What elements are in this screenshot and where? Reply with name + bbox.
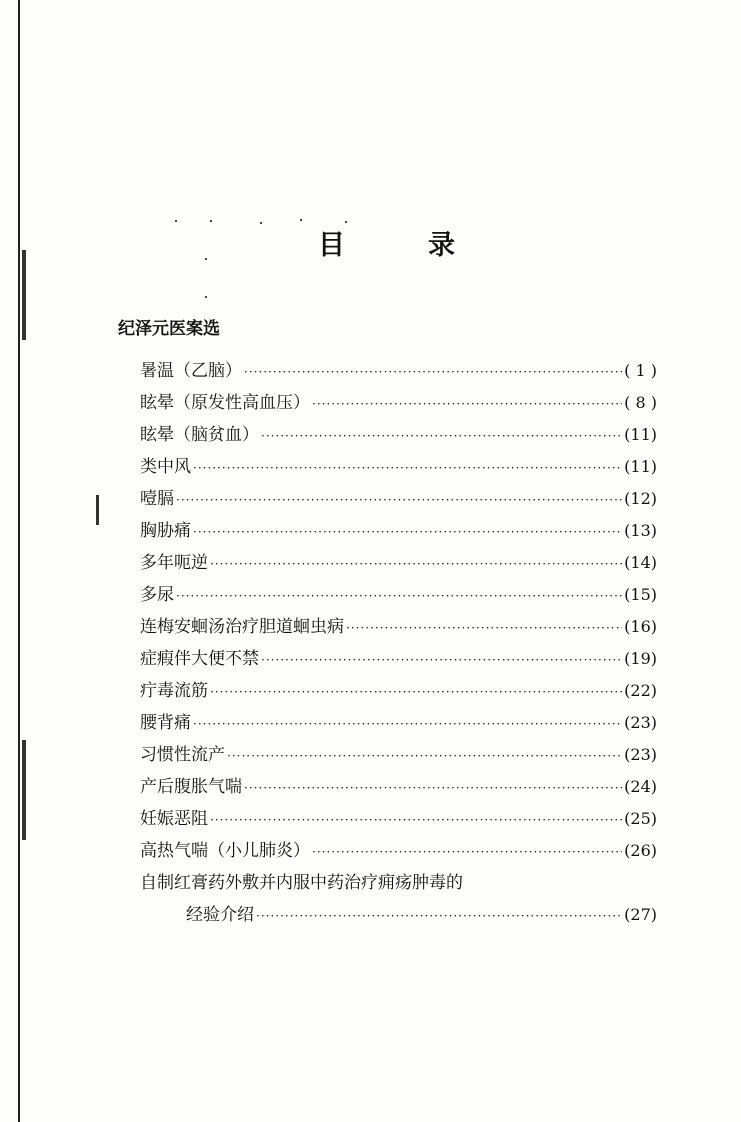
leader-dots: [261, 644, 622, 676]
toc-entry-page: (19): [624, 649, 657, 668]
title-char-left: 目: [318, 230, 345, 261]
toc-entry[interactable]: [140, 579, 657, 611]
toc-entry-title: 腰背痛: [140, 713, 191, 733]
toc-entry-page: (11): [624, 457, 657, 476]
toc-entry-page: (12): [624, 489, 657, 508]
toc-entry-page: ( 1 ): [624, 361, 657, 380]
toc-entry-title: 多年呃逆: [140, 553, 208, 573]
binding-mark: [22, 740, 26, 840]
scan-speck: [300, 219, 302, 221]
toc-entry-page: (15): [624, 585, 657, 604]
toc-entry-title: 暑温（乙脑）: [140, 361, 242, 381]
toc-entry[interactable]: [140, 707, 657, 739]
toc-entry[interactable]: [140, 771, 657, 803]
toc-entry-title: 产后腹胀气喘: [140, 777, 242, 797]
toc-entry[interactable]: [140, 803, 657, 835]
leader-dots: [176, 484, 622, 516]
leader-dots: [346, 612, 622, 644]
toc-entry-title: 连梅安蛔汤治疗胆道蛔虫病: [140, 617, 344, 637]
page-binding-edge: [18, 0, 20, 1122]
toc-entry-title: 症瘕伴大便不禁: [140, 649, 259, 669]
leader-dots: [210, 548, 622, 580]
leader-dots: [210, 676, 622, 708]
binding-mark: [22, 250, 26, 340]
leader-dots: [193, 708, 622, 740]
toc-entry-title: 高热气喘（小儿肺炎）: [140, 841, 310, 861]
scan-speck: [205, 296, 207, 298]
toc-entry[interactable]: [140, 483, 657, 515]
scan-speck: [260, 222, 262, 224]
leader-dots: [193, 516, 622, 548]
toc-entry[interactable]: [140, 739, 657, 771]
toc-entry-page: (11): [624, 425, 657, 444]
toc-entry-page: (16): [624, 617, 657, 636]
toc-entry-page: ( 8 ): [624, 393, 657, 412]
toc-entry[interactable]: [140, 643, 657, 675]
toc-entry[interactable]: [140, 355, 657, 387]
toc-entry[interactable]: [140, 547, 657, 579]
scan-speck: [345, 221, 347, 223]
leader-dots: [261, 420, 622, 452]
toc-entry-page: (26): [624, 841, 657, 860]
toc-entry[interactable]: [140, 419, 657, 451]
toc-entry-page: (13): [624, 521, 657, 540]
toc-entry[interactable]: [140, 835, 657, 867]
leader-dots: [312, 388, 622, 420]
toc-entry-title: 多尿: [140, 585, 174, 605]
scan-speck: [205, 258, 207, 260]
toc-entry-page: (23): [624, 745, 657, 764]
leader-dots: [176, 580, 622, 612]
toc-entry-title: 妊娠恶阻: [140, 809, 208, 829]
toc-entry[interactable]: [140, 515, 657, 547]
toc-entry-page: (22): [624, 681, 657, 700]
toc-entry-title: 眩晕（原发性高血压）: [140, 393, 310, 413]
leader-dots: [227, 740, 622, 772]
toc-entry-title: 噎膈: [140, 489, 174, 509]
toc-entry-title: 眩晕（脑贫血）: [140, 425, 259, 445]
leader-dots: [244, 356, 622, 388]
scan-speck: [210, 220, 212, 222]
leader-dots: [244, 772, 622, 804]
toc-entry[interactable]: [140, 387, 657, 419]
toc-entry-page: (24): [624, 777, 657, 796]
leader-dots: [312, 836, 622, 868]
leader-dots: [256, 900, 622, 932]
toc-entry-title: 疔毒流筋: [140, 681, 208, 701]
toc-entry-page: (23): [624, 713, 657, 732]
toc-entry-first-line[interactable]: [140, 867, 657, 899]
toc-entry-page: (14): [624, 553, 657, 572]
title-char-right: 录: [428, 230, 455, 261]
toc-entry-title: 类中风: [140, 457, 191, 477]
toc-entry-page: (25): [624, 809, 657, 828]
toc-entry-title: 经验介绍: [186, 905, 254, 925]
table-of-contents: [140, 355, 657, 931]
toc-entry-title: 胸胁痛: [140, 521, 191, 541]
section-title: 纪泽元医案选: [118, 319, 220, 339]
toc-entry-page: (27): [624, 905, 657, 924]
toc-entry[interactable]: [140, 675, 657, 707]
toc-entry-title: 习惯性流产: [140, 745, 225, 765]
scan-speck: [175, 220, 177, 222]
leader-dots: [193, 452, 622, 484]
leader-dots: [210, 804, 622, 836]
margin-mark: [96, 495, 99, 525]
toc-entry-continuation[interactable]: [140, 899, 657, 931]
toc-entry-title: 自制红膏药外敷并内服中药治疗痈疡肿毒的: [140, 873, 463, 893]
toc-entry[interactable]: [140, 451, 657, 483]
toc-entry[interactable]: [140, 611, 657, 643]
